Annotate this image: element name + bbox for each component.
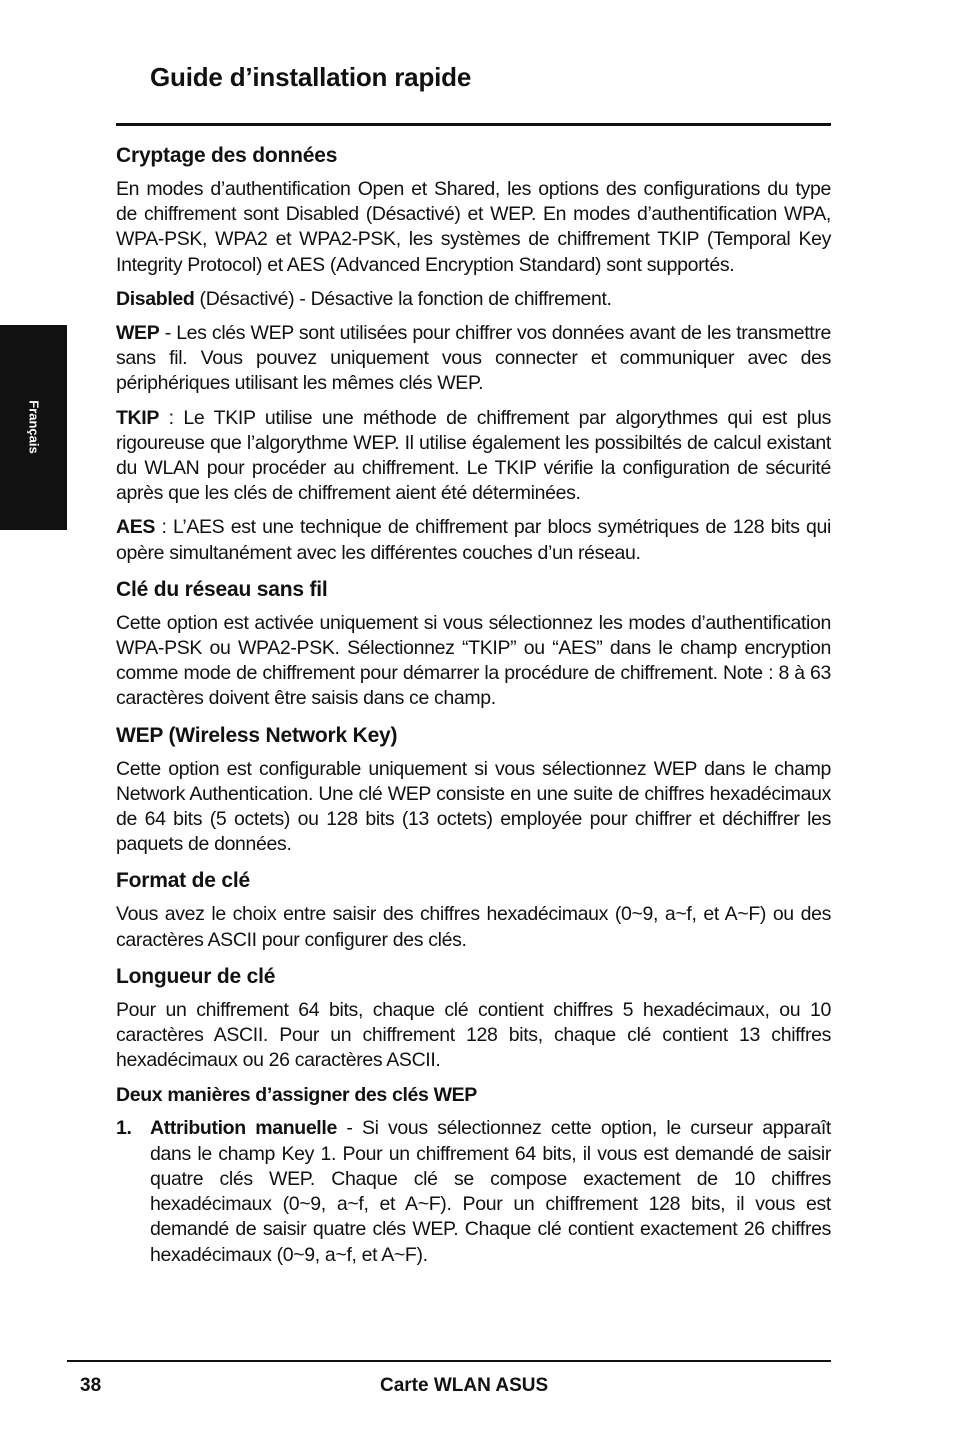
text-tkip: : Le TKIP utilise une méthode de chiffrement par algorythmes qui est plus rigoureuse que l’algorythme WEP. Il utilise également les possibiltés de calcul existant du WLAN pour procéder au chiffrement. Le TKIP vérifie la configuration de sécurité après que les clés de chiffrement aient été déterminées. bbox=[116, 406, 831, 505]
section-heading-cryptage: Cryptage des données bbox=[116, 144, 338, 167]
paragraph-cryptage-intro: En modes d’authentification Open et Shared, les options des configurations du type de chiffrement sont Disabled (Désactivé) et WEP. En modes d’authentification WPA, WPA-PSK, WPA2 et WPA2-PSK, les systèmes de chiffrement TKIP (Temporal Key Integrity Protocol) et AES (Advanced Encryption Standard) sont supportés. bbox=[116, 178, 831, 276]
text-aes: : L’AES est une technique de chiffrement par blocs symétriques de 128 bits qui opère simultanément avec les différentes couches d’un réseau. bbox=[116, 516, 831, 564]
page-content bbox=[116, 142, 831, 1268]
list-item-number: 1. bbox=[116, 1117, 132, 1140]
list-item-body bbox=[150, 1116, 831, 1267]
section-heading-cle-reseau: Clé du réseau sans fil bbox=[116, 577, 328, 601]
section-heading-longueur-cle: Longueur de clé bbox=[116, 964, 276, 988]
footer-title: Carte WLAN ASUS bbox=[380, 1375, 549, 1396]
term-wep: WEP bbox=[116, 322, 160, 345]
page-number: 38 bbox=[80, 1375, 102, 1396]
paragraph-wep-key: Cette option est configurable uniquement si vous sélectionnez WEP dans le champ Network Authentication. Une clé WEP consiste en une suite de chiffres hexadécimaux de 64 bits (5 octets) ou 128 bits (13 octets) employée pour chiffrer et déchiffrer les paquets de données. bbox=[116, 757, 831, 856]
language-side-tab-label: Français bbox=[26, 400, 42, 454]
paragraph-disabled bbox=[116, 287, 831, 312]
list-item-term: Attribution manuelle bbox=[150, 1117, 337, 1140]
paragraph-aes bbox=[116, 515, 831, 565]
text-disabled: (Désactivé) - Désactive la fonction de chiffrement. bbox=[194, 287, 612, 310]
footer-divider bbox=[67, 1360, 831, 1362]
term-tkip: TKIP bbox=[116, 406, 160, 429]
term-aes: AES bbox=[116, 516, 156, 539]
section-heading-wep-key: WEP (Wireless Network Key) bbox=[116, 723, 398, 747]
term-disabled: Disabled bbox=[116, 287, 195, 310]
text-wep: - Les clés WEP sont utilisées pour chiffrer vos données avant de les transmettre sans fil. Vous pouvez uniquement vous connecter et communiquer avec des périphériques utilisant les mêmes clés WEP. bbox=[116, 322, 831, 395]
paragraph-wep bbox=[116, 321, 831, 397]
section-heading-deux-manieres: Deux manières d’assigner des clés WEP bbox=[116, 1084, 477, 1107]
list-item bbox=[116, 1116, 831, 1267]
paragraph-longueur-cle: Pour un chiffrement 64 bits, chaque clé contient chiffres 5 hexadécimaux, ou 10 caractères ASCII. Pour un chiffrement 128 bits, chaque clé contient 13 chiffres hexadécimaux ou 26 caractères ASCII. bbox=[116, 998, 831, 1072]
paragraph-cle-reseau: Cette option est activée uniquement si vous sélectionnez les modes d’authentification WPA-PSK ou WPA2-PSK. Sélectionnez “TKIP” ou “AES” dans le champ encryption comme mode de chiffrement pour démarrer la procédure de chiffrement. Note : 8 à 63 caractères doivent être saisis dans ce champ. bbox=[116, 611, 831, 710]
page-header-title: Guide d’installation rapide bbox=[150, 62, 472, 92]
paragraph-tkip bbox=[116, 406, 831, 507]
list-item-text: - Si vous sélectionnez cette option, le curseur apparaît dans le champ Key 1. Pour un chiffrement 64 bits, il vous est demandé de saisir quatre clés WEP. Chaque clé se compose exactement de 10 chiffres hexadécimaux (0~9, a~f, et A~F). Pour un chiffrement 128 bits, il vous est demandé de saisir quatre clés WEP. Chaque clé contient exactement 26 chiffres hexadécimaux (0~9, a~f, et A~F). bbox=[150, 1117, 831, 1266]
paragraph-format-cle: Vous avez le choix entre saisir des chiffres hexadécimaux (0~9, a~f, et A~F) ou des caractères ASCII pour configurer des clés. bbox=[116, 903, 831, 951]
header-divider bbox=[116, 123, 831, 126]
section-heading-format-cle: Format de clé bbox=[116, 869, 250, 893]
